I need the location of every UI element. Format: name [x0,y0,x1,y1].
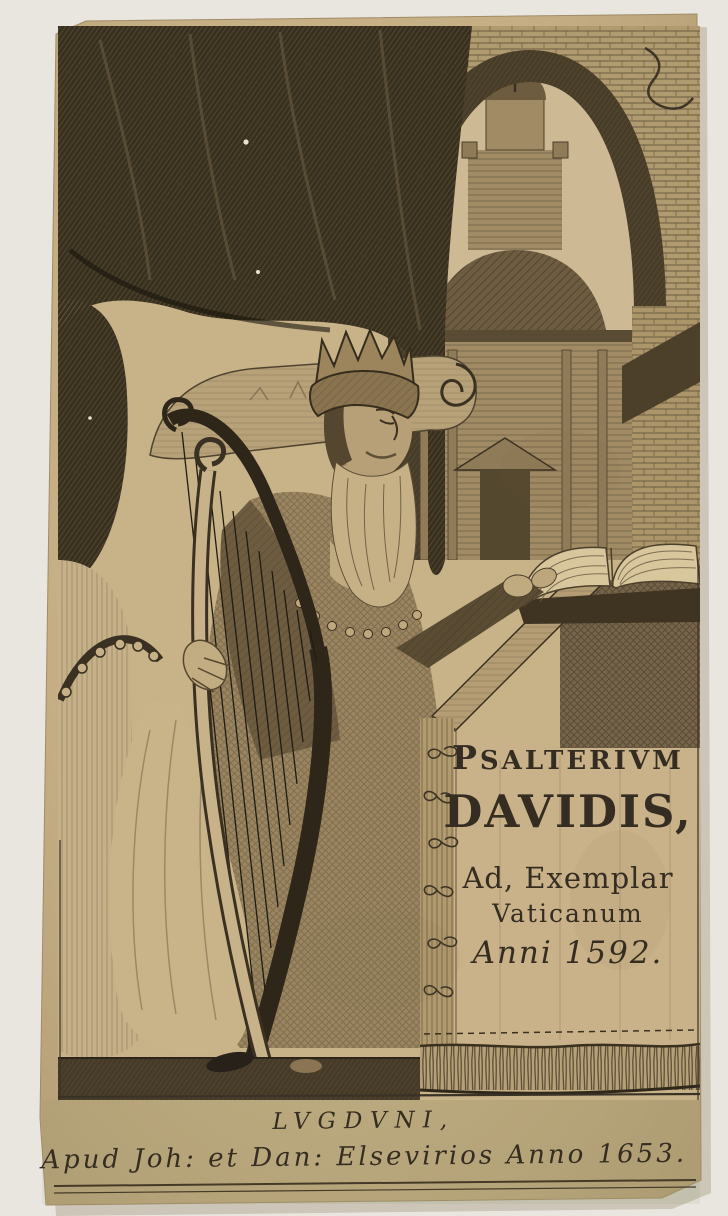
imprint-place: LVGDVNI, [272,1107,456,1135]
paper-speck [256,270,260,274]
title-line-ad-exemplar: Ad, Exemplar [462,860,674,895]
title-line-vaticanum: Vaticanum [492,898,644,928]
title-line-davidis: DAVIDIS, [443,785,693,839]
imprint [36,1105,693,1176]
foot [290,1059,322,1073]
title-block [436,740,700,971]
imprint-publisher: Apud Joh: et Dan: Elsevirios Anno 1653. [41,1138,688,1176]
title-line-psalterium: PSALTERIVM [452,738,684,777]
paper-speck [243,139,248,144]
cuff [503,575,533,597]
title-line-anni-1592: Anni 1592. [472,934,664,971]
